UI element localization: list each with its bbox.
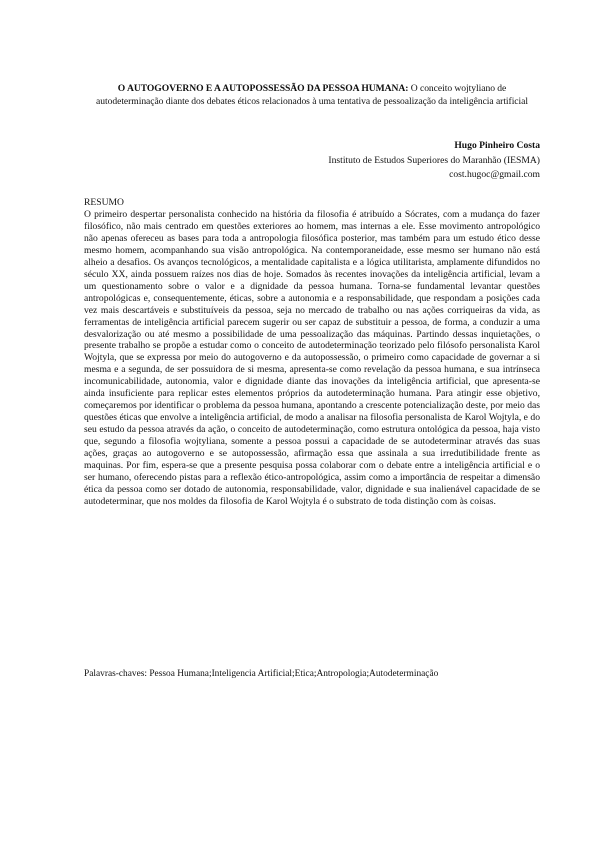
author-block: [328, 139, 540, 183]
paper-title-main: O AUTOGOVERNO E A AUTOPOSSESSÃO DA PESSOA HUMANA:: [117, 83, 409, 94]
paper-title-subtitle: O conceito wojtyliano de autodeterminação diante dos debates éticos relacionados à uma tentativa de pessoalização da inteligência artificial: [96, 83, 528, 108]
author-email: cost.hugoc@gmail.com: [449, 169, 540, 180]
paper-title: [84, 82, 540, 109]
abstract-heading: RESUMO: [84, 197, 124, 208]
keywords-line: Palavras-chaves: Pessoa Humana;Inteligencia Artificial;Etica;Antropologia;Autodeterminação: [84, 669, 439, 679]
author-affiliation: Instituto de Estudos Superiores do Maranhão (IESMA): [328, 154, 540, 166]
author-name: Hugo Pinheiro Costa: [454, 140, 540, 151]
abstract-body: O primeiro despertar personalista conhecido na história da filosofia é atribuído a Sócrates, com a mudança do fazer filosófico, não mais centrado em questões exteriores ao homem, mas internas a ele. Esse movimento antropológico não apenas ofereceu as bases para toda a antropologia filosófica posterior, mas também para um estudo ético desse mesmo homem, acompanhando sua visão antropológica. Na contemporaneidade, esse mesmo ser humano não está alheio a desafios. Os avanços tecnológicos, a mentalidade capitalista e a lógica utilitarista, amplamente difundidos no século XX, ainda possuem raízes nos dias de hoje. Somados às recentes inovações da inteligência artificial, levam a um questionamento sobre o valor e a dignidade da pessoa humana. Torna-se fundamental levantar questões antropológicas e, consequentemente, éticas, sobre a autonomia e a responsabilidade, que respondam a posições cada vez mais descartáveis e substituíveis da pessoa, seja no mercado de trabalho ou nas ações corriqueiras da vida, as ferramentas de inteligência artificial parecem sugerir ou ser capaz de substituir a pessoa, de forma, a conduzir a uma desvalorização ou até mesmo a possibilidade de uma pessoalização das máquinas. Partindo dessas inquietações, o presente trabalho se propõe a estudar como o conceito de autodeterminação teorizado pelo filósofo personalista Karol Wojtyla, que se expressa por meio do autogoverno e da autopossessão, o primeiro como capacidade de governar a si mesma e a segunda, de ser possuidora de si mesma, apresenta-se como revelação da pessoa humana, e sua intrínseca incomunicabilidade, autonomia, valor e dignidade diante das inovações da inteligência artificial, que apresenta-se ainda insuficiente para replicar estes elementos próprios da autodeterminação humana. Para atingir esse objetivo, começaremos por identificar o problema da pessoa humana, apontando a crescente potencialização deste, por meio das questões éticas que envolve a inteligência artificial, de modo a analisar na filosofia personalista de Karol Wojtyla, e do seu estudo da pessoa através da ação, o conceito de autodeterminação, como estrutura ontológica da pessoa, haja visto que, segundo a filosofia wojtyliana, somente a pessoa possui a capacidade de se autodeterminar através das suas ações, graças ao autogoverno e se autopossessão, afirmação essa que assinala a sua irredutibilidade frente as maquinas. Por fim, espera-se que a presente pesquisa possa colaborar com o debate entre a inteligência artificial e o ser humano, oferecendo pistas para a reflexão ético-antropológica, assim como a importância de respeitar a dimensão ética da pessoa como ser dotado de autonomia, responsabilidade, valor, dignidade e sua inalienável capacidade de se autodeterminar, que nos moldes da filosofia de Karol Wojtyla é o substrato de toda distinção com às coisas.: [84, 209, 540, 507]
